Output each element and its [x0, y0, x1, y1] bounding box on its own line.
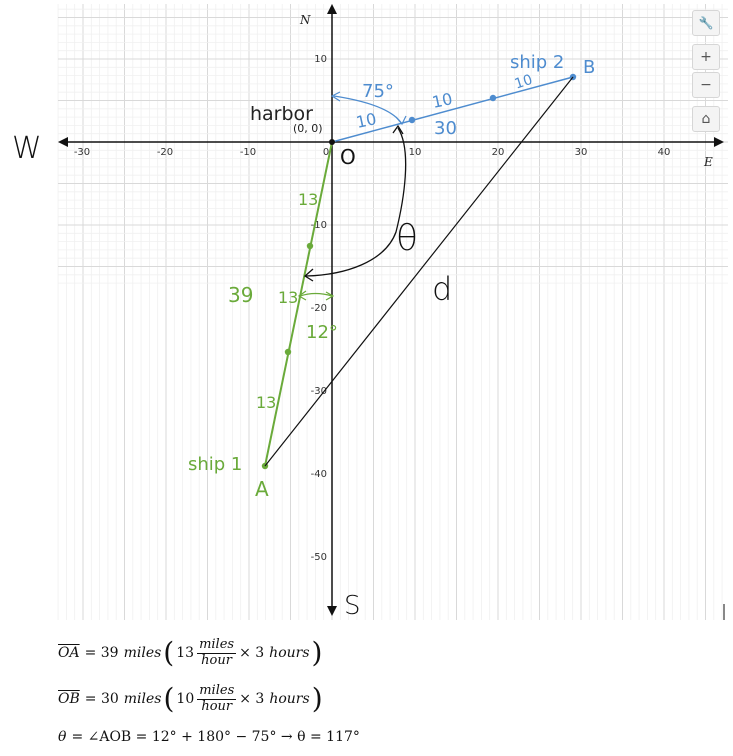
- segment-13-label: 13: [278, 288, 299, 307]
- east-axis-label: E: [704, 155, 713, 169]
- segment-10-label: 10: [354, 109, 379, 132]
- harbor-label: harbor: [250, 103, 313, 125]
- x-tick-label: 40: [657, 147, 671, 158]
- oa-times: × 3: [239, 645, 265, 661]
- y-tick-label: -40: [310, 469, 327, 480]
- north-axis-label: N: [300, 13, 311, 27]
- y-tick-label: 10: [314, 54, 327, 65]
- graph-settings-button[interactable]: [692, 10, 720, 36]
- ship2-label: ship 2: [510, 52, 565, 73]
- segment-oa: $\overline{OA}$: [58, 645, 80, 661]
- formula-oa: [58, 630, 698, 676]
- formula-theta: [58, 722, 698, 752]
- theta-label: θ: [396, 218, 419, 259]
- total-39-label: 39: [228, 283, 254, 307]
- x-tick-label: -10: [239, 147, 257, 158]
- zoom-out-button[interactable]: [692, 72, 720, 98]
- fraction-denominator: hour: [201, 652, 232, 668]
- minus-icon: −: [700, 77, 712, 93]
- left-paren: (: [163, 682, 175, 715]
- fraction-denominator: hour: [201, 698, 233, 714]
- solution-formulas: [58, 630, 698, 752]
- point-b-label: B: [583, 57, 596, 78]
- segment-10-label: 10: [512, 71, 535, 93]
- x-tick-labels: [74, 147, 671, 158]
- ob-times: × 3: [239, 691, 265, 707]
- zoom-in-button[interactable]: [692, 44, 720, 70]
- wrench-icon: 🔧: [698, 16, 714, 30]
- angle-75-label: 75°: [362, 81, 394, 102]
- x-tick-label: -20: [156, 147, 174, 158]
- origin-coordinate-label: (0, 0): [293, 122, 323, 135]
- distance-segment: [265, 77, 573, 466]
- y-tick-label: -50: [310, 552, 327, 563]
- y-tick-label: -10: [310, 220, 327, 231]
- y-tick-label: -30: [310, 386, 327, 397]
- origin-point: [329, 139, 335, 145]
- segment-10-label: 10: [430, 89, 455, 112]
- formula-ob: [58, 676, 698, 722]
- angle-12-label: 12°: [306, 322, 338, 343]
- ob-hours: hours: [269, 691, 310, 707]
- rate-fraction: [197, 638, 236, 668]
- home-icon: ⌂: [701, 111, 711, 127]
- oa-unit: miles: [123, 645, 162, 661]
- ship1-point[interactable]: [285, 349, 291, 355]
- x-tick-label: 10: [408, 147, 422, 158]
- ob-unit: miles: [123, 691, 162, 707]
- ship1-label: ship 1: [188, 454, 243, 475]
- segment-13-label: 13: [298, 190, 319, 209]
- south-label: S: [344, 591, 361, 621]
- ob-value: = 30: [84, 691, 119, 707]
- x-axis-arrow-left: [58, 137, 68, 147]
- x-tick-label: 30: [574, 147, 588, 158]
- x-tick-label: -30: [73, 147, 91, 158]
- theta-symbol: θ: [58, 729, 67, 745]
- x-tick-label: 20: [491, 147, 505, 158]
- rate-fraction: [197, 684, 236, 714]
- left-paren: (: [163, 636, 175, 669]
- ship2-point[interactable]: [409, 117, 415, 123]
- distance-label: d: [432, 270, 453, 308]
- default-viewport-button[interactable]: [692, 106, 720, 132]
- oa-rate: 13: [176, 645, 195, 661]
- oa-hours: hours: [269, 645, 310, 661]
- origin-label: O: [340, 145, 356, 169]
- oa-value: = 39: [84, 645, 119, 661]
- ob-rate: 10: [176, 691, 195, 707]
- origin-zero-label: 0: [322, 147, 330, 158]
- ship2-point[interactable]: [490, 95, 496, 101]
- ship1-point[interactable]: [307, 243, 313, 249]
- y-axis-arrow-down: [327, 606, 337, 616]
- theta-expression: = ∠AOB = 12° + 180° − 75° → θ = 117°: [71, 729, 360, 745]
- x-axis-arrow-right: [714, 137, 724, 147]
- west-label: W: [12, 131, 42, 166]
- total-30-label: 30: [434, 118, 457, 139]
- point-a-label: A: [255, 477, 269, 501]
- plus-icon: +: [700, 49, 712, 65]
- segment-13-label: 13: [256, 393, 277, 412]
- fraction-numerator: miles: [199, 683, 235, 699]
- right-paren: ): [311, 682, 323, 715]
- angle-12-arc: [300, 293, 332, 296]
- fraction-numerator: miles: [199, 637, 235, 653]
- right-paren: ): [311, 636, 323, 669]
- segment-ob: $\overline{OB}$: [58, 691, 80, 707]
- y-tick-label: -20: [310, 303, 327, 314]
